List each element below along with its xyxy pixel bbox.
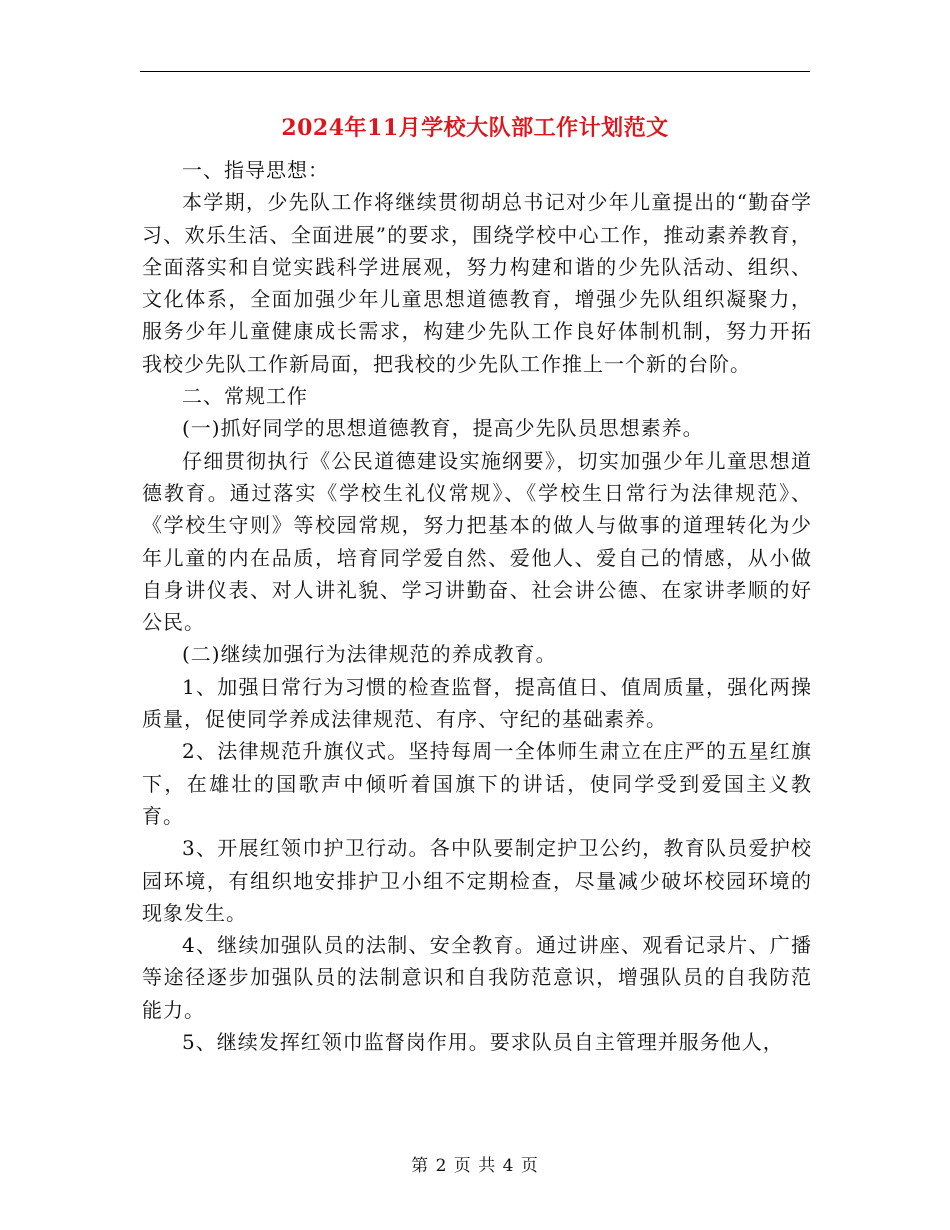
- paragraph: (二)继续加强行为法律规范的养成教育。: [182, 642, 557, 667]
- page-footer: 第 2 页 共 4 页: [411, 1156, 539, 1176]
- paragraph: 一、指导思想：: [182, 158, 329, 182]
- paragraph: 2、法律规范升旗仪式。坚持每周一全体师生肃立在庄严的五星红旗下，在雄壮的国歌声中倾听着国旗下的讲话，使同学受到爱国主义教育。: [142, 739, 812, 828]
- paragraph: 二、常规工作: [182, 384, 308, 409]
- header-rule: [140, 71, 810, 72]
- paragraph: 本学期，少先队工作将继续贯彻胡总书记对少年儿童提出的“勤奋学习、欢乐生活、全面进展”的要求，围绕学校中心工作，推动素养教育，全面落实和自觉实践科学进展观，努力构建和谐的少先队活动、组织、文化体系，全面加强少年儿童思想道德教育，增强少先队组织凝聚力，服务少年儿童健康成长需求，构建少先队工作良好体制机制，努力开拓我校少先队工作新局面，把我校的少先队工作推上一个新的台阶。: [142, 190, 812, 376]
- paragraph: 1、加强日常行为习惯的检查监督，提高值日、值周质量，强化两操质量，促使同学养成法律规范、有序、守纪的基础素养。: [142, 674, 812, 732]
- paragraph: (一)抓好同学的思想道德教育，提高少先队员思想素养。: [182, 416, 704, 441]
- document-body: [142, 154, 812, 1058]
- document-title: 2024年11月学校大队部工作计划范文: [281, 115, 669, 141]
- paragraph: 4、继续加强队员的法制、安全教育。通过讲座、观看记录片、广播等途径逐步加强队员的法制意识和自我防范意识，增强队员的自我防范能力。: [142, 933, 812, 1022]
- paragraph: 5、继续发挥红领巾监督岗作用。要求队员自主管理并服务他人，: [182, 1030, 784, 1055]
- paragraph: 3、开展红领巾护卫行动。各中队要制定护卫公约，教育队员爱护校园环境，有组织地安排护卫小组不定期检查，尽量减少破坏校园环境的现象发生。: [142, 836, 812, 925]
- paragraph: 仔细贯彻执行《公民道德建设实施纲要》，切实加强少年儿童思想道德教育。通过落实《学校生礼仪常规》、《学校生日常行为法律规范》、《学校生守则》等校园常规，努力把基本的做人与做事的道理转化为少年儿童的内在品质，培育同学爱自然、爱他人、爱自己的情感，从小做自身讲仪表、对人讲礼貌、学习讲勤奋、社会讲公德、在家讲孝顺的好公民。: [142, 448, 812, 635]
